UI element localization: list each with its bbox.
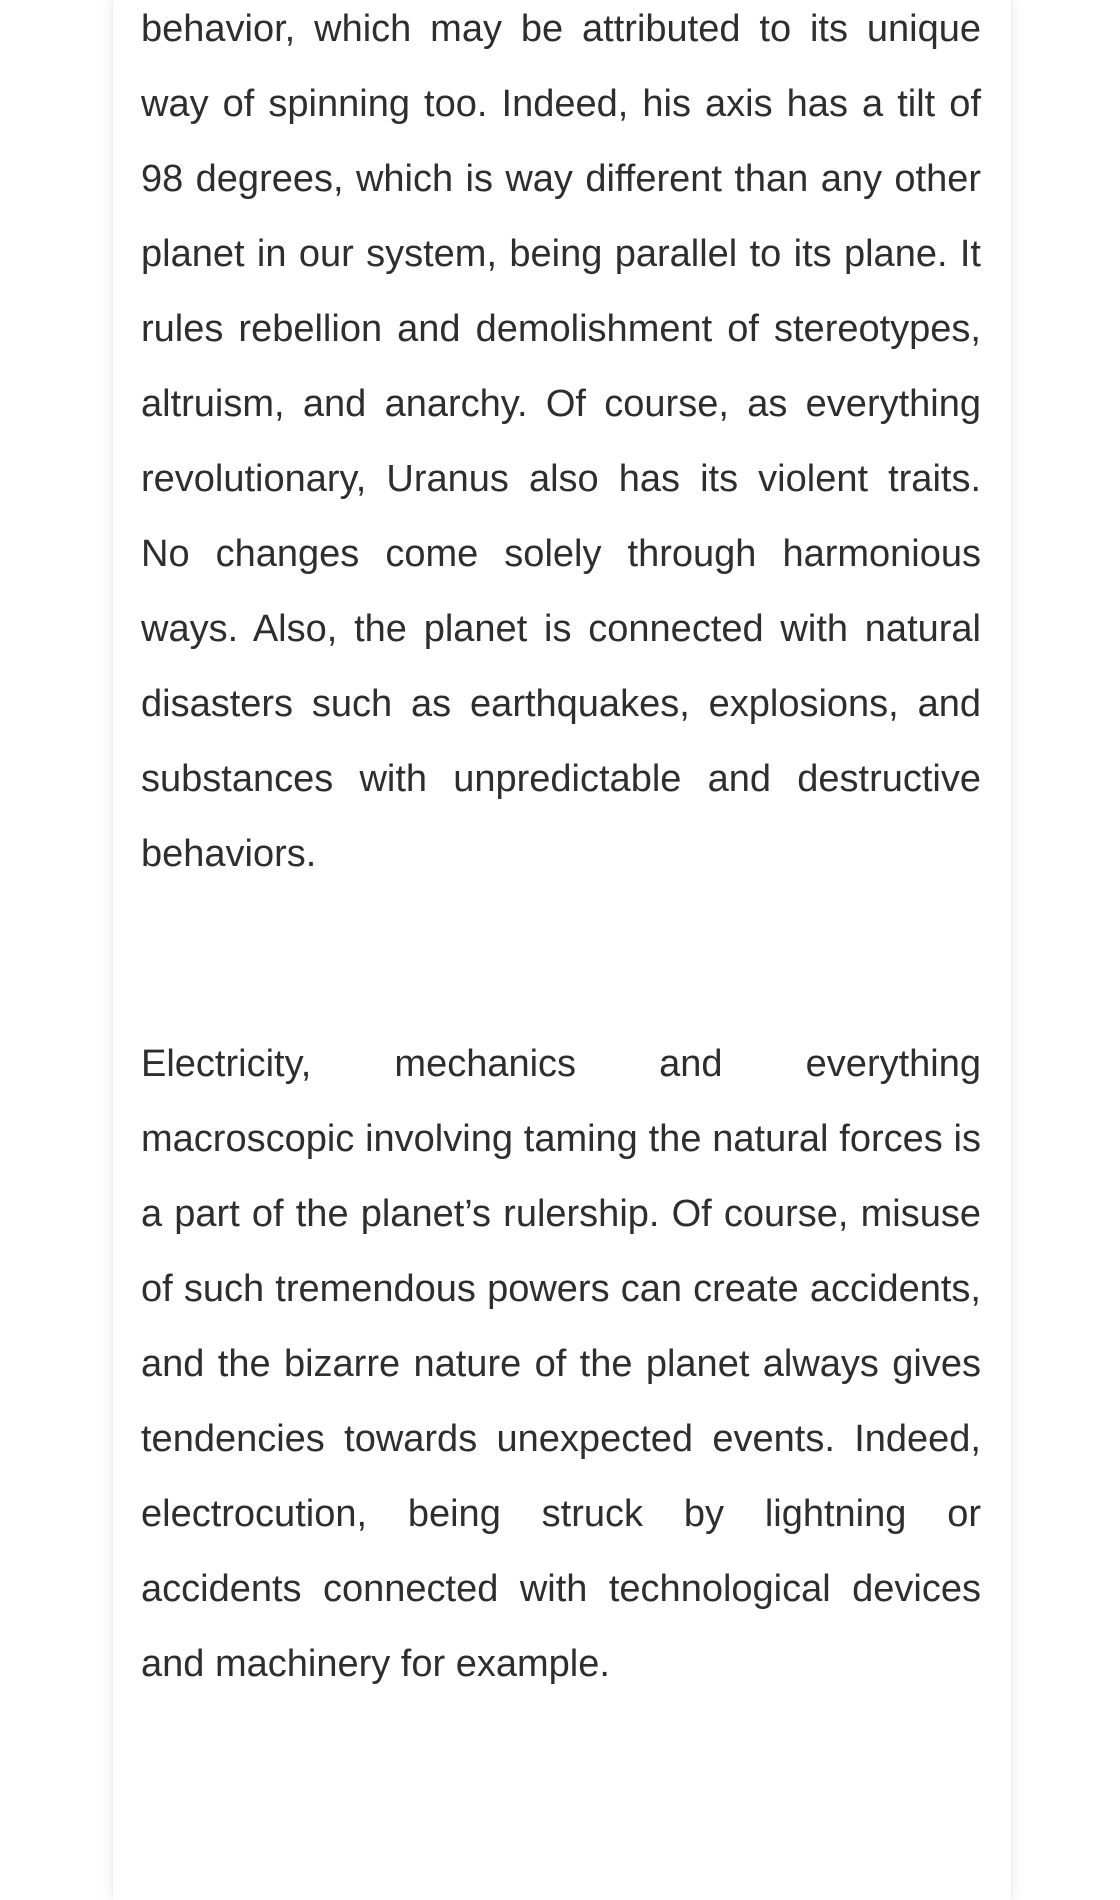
article-body-top <box>141 0 981 892</box>
article-card <box>113 0 1011 1900</box>
paragraph: Electricity, mechanics and everything macroscopic involving taming the natural forces is a part of the planet’s rulership. Of course, misuse of such tremendous powers can create accidents, and the bizarre nature of the planet always gives tendencies towards unexpected events. Indeed, electrocution, being struck by lightning or accidents connected with technological devices and machinery for example. <box>141 1043 981 1685</box>
paragraph: behavior, which may be attributed to its unique way of spinning too. Indeed, his axis has a tilt of 98 degrees, which is way different than any other planet in our system, being parallel to its plane. It rules rebellion and demolishment of stereotypes, altruism, and anarchy. Of course, as everything revolutionary, Uranus also has its violent traits. No changes come solely through harmonious ways. Also, the planet is connected with natural disasters such as earthquakes, explosions, and substances with unpredictable and destructive behaviors. <box>141 8 981 875</box>
article-body-bottom <box>141 1027 981 1702</box>
